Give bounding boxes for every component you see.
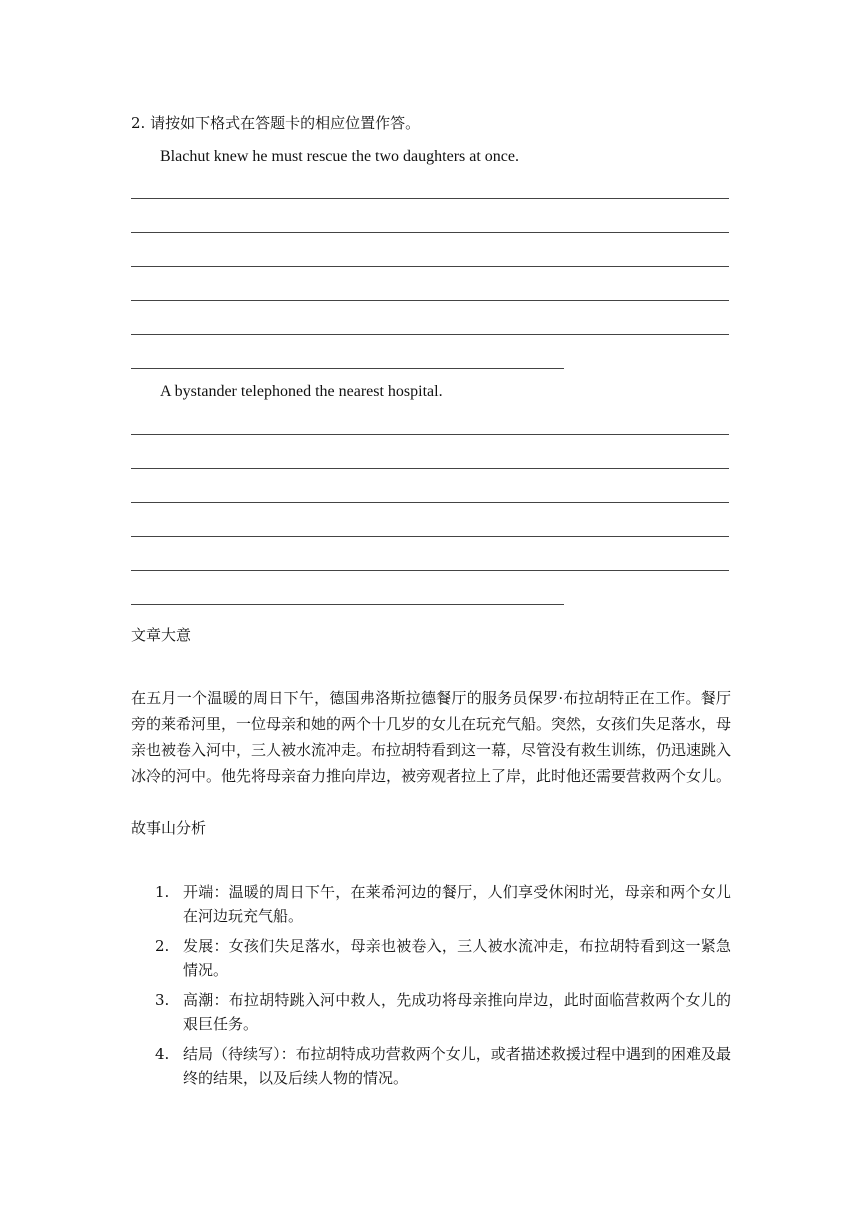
analysis-heading: 故事山分析 [131,819,207,837]
list-item-text: 开端：温暖的周日下午，在莱希河边的餐厅，人们享受休闲时光，母亲和两个女儿在河边玩充气船。 [183,883,731,925]
summary-heading: 文章大意 [131,626,192,644]
list-item-number: 4. [155,1045,170,1063]
story-mountain-list [131,880,731,1096]
answer-line [131,434,729,435]
answer-line [131,266,729,267]
list-item [131,988,731,1036]
answer-line [131,468,729,469]
list-item-text: 高潮：布拉胡特跳入河中救人，先成功将母亲推向岸边，此时面临营救两个女儿的艰巨任务。 [183,991,731,1033]
answer-line [131,232,729,233]
paragraph-1-opening-sentence: Blachut knew he must rescue the two daughters at once. [160,148,519,165]
answer-line [131,368,564,369]
answer-line [131,570,729,571]
list-item-number: 1. [155,883,170,901]
paragraph-2-opening-sentence: A bystander telephoned the nearest hospital. [160,383,443,400]
answer-line [131,334,729,335]
list-item-number: 3. [155,991,170,1009]
summary-paragraph: 在五月一个温暖的周日下午，德国弗洛斯拉德餐厅的服务员保罗·布拉胡特正在工作。餐厅旁的莱希河里，一位母亲和她的两个十几岁的女儿在玩充气船。突然，女孩们失足落水，母亲也被卷入河中，三人被水流冲走。布拉胡特看到这一幕，尽管没有救生训练，仍迅速跳入冰冷的河中。他先将母亲奋力推向岸边，被旁观者拉上了岸，此时他还需要营救两个女儿。 [131,689,732,785]
answer-line [131,536,729,537]
answer-line [131,198,729,199]
answer-line [131,604,564,605]
list-item [131,880,731,928]
list-item-number: 2. [155,937,170,955]
list-item-text: 发展：女孩们失足落水，母亲也被卷入，三人被水流冲走，布拉胡特看到这一紧急情况。 [183,937,731,979]
list-item-text: 结局（待续写）：布拉胡特成功营救两个女儿，或者描述救援过程中遇到的困难及最终的结果，以及后续人物的情况。 [183,1045,731,1087]
list-item [131,1042,731,1090]
answer-line [131,502,729,503]
list-item [131,934,731,982]
answer-line [131,300,729,301]
instruction-text: 2. 请按如下格式在答题卡的相应位置作答。 [131,114,421,132]
